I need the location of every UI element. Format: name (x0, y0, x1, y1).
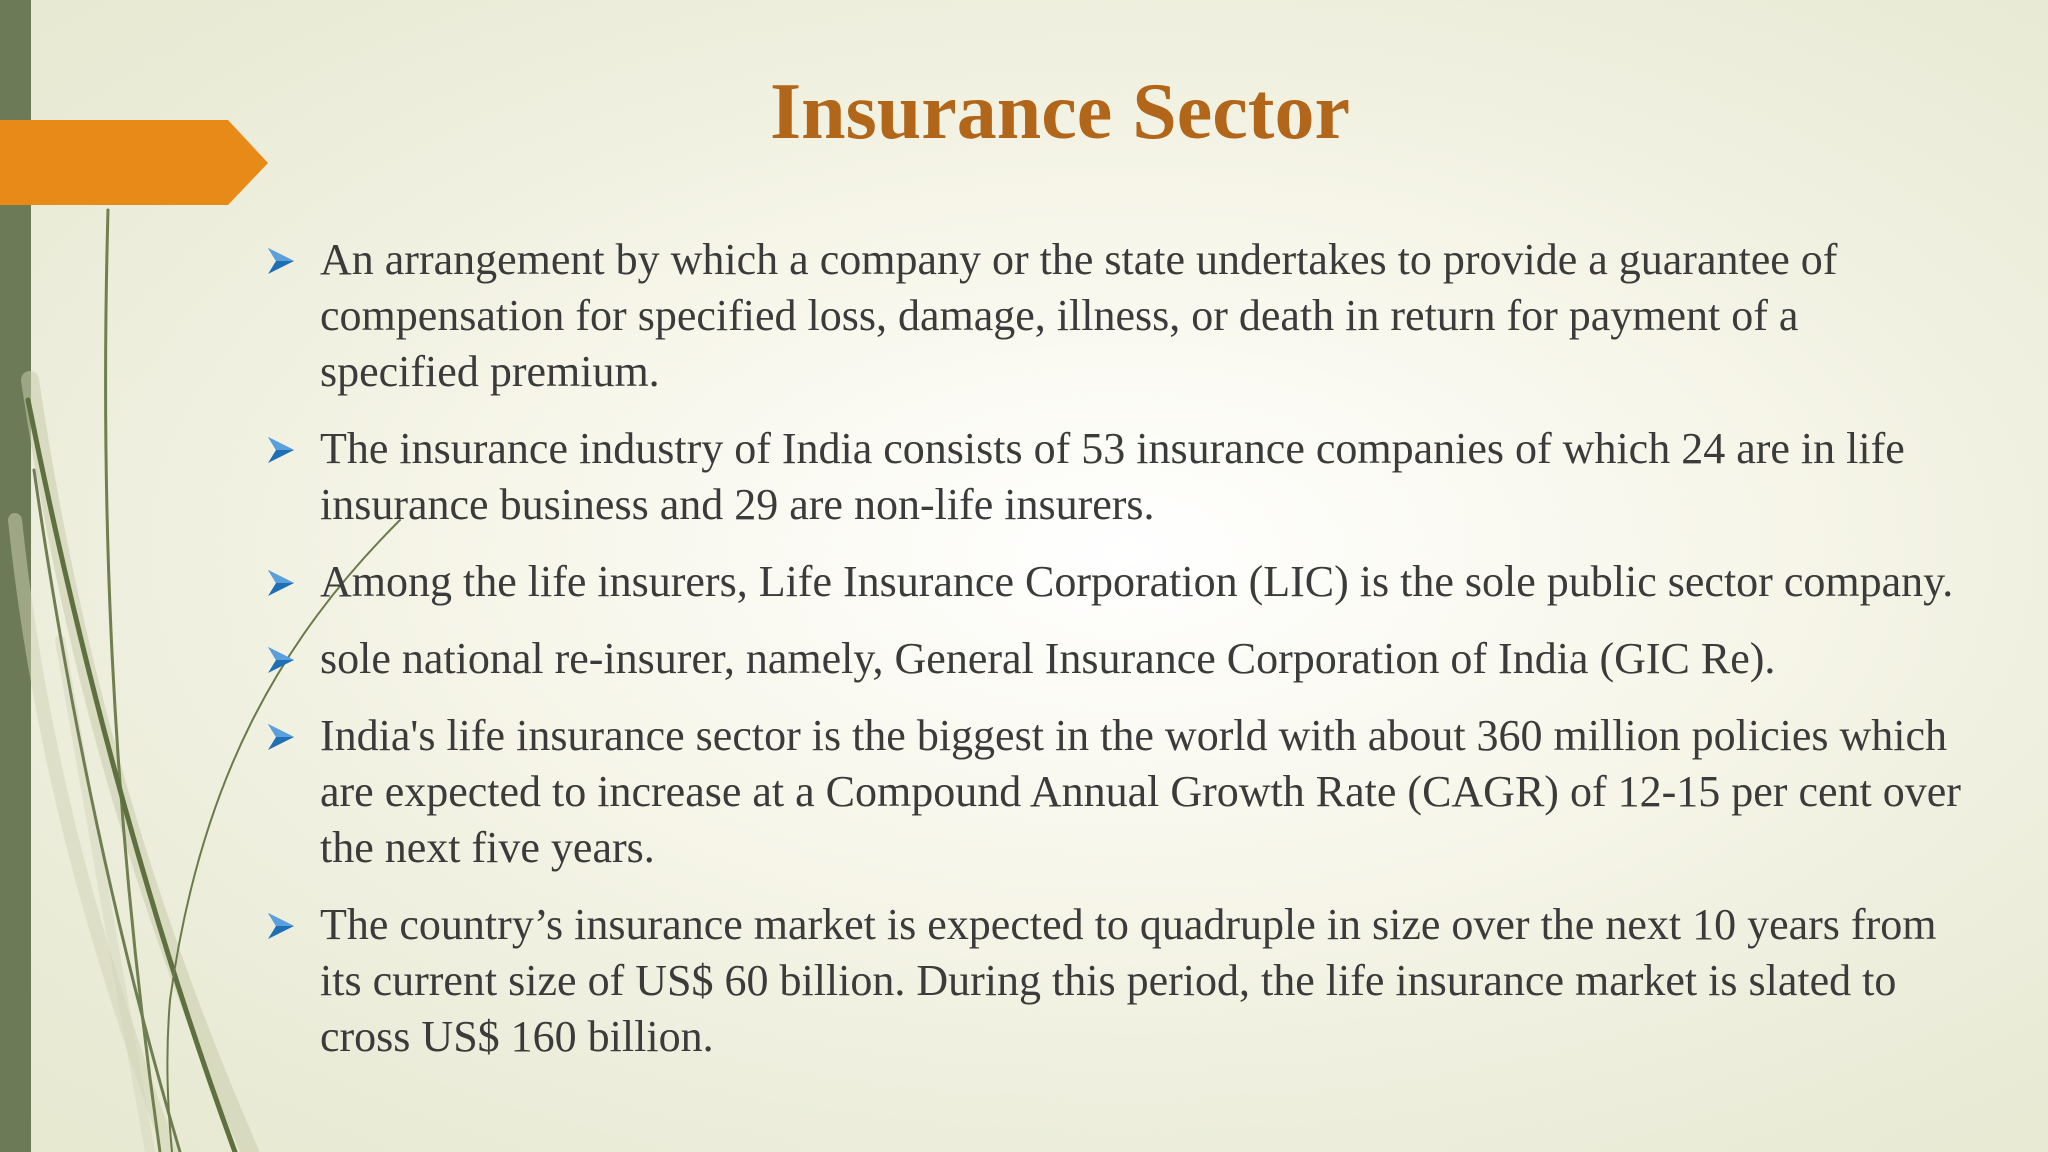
bullet-text: India's life insurance sector is the biggest in the world with about 360 million policies which are expected to increase at a Compound Annual Growth Rate (CAGR) of 12-15 per cent over the next five years. (320, 711, 1961, 872)
bullet-text: sole national re-insurer, namely, General Insurance Corporation of India (GIC Re). (320, 634, 1776, 683)
slide-title: Insurance Sector (770, 68, 1350, 156)
arrow-bullet-icon (266, 568, 296, 598)
list-item (262, 554, 1962, 610)
list-item (262, 232, 1962, 400)
arrow-bullet-icon (266, 246, 296, 276)
bullet-text: An arrangement by which a company or the state undertakes to provide a guarantee of compensation for specified loss, damage, illness, or death in return for payment of a specified premium. (320, 235, 1838, 396)
arrow-bullet-icon (266, 911, 296, 941)
bullet-text: Among the life insurers, Life Insurance Corporation (LIC) is the sole public sector company. (320, 557, 1954, 606)
bullet-text: The country’s insurance market is expected to quadruple in size over the next 10 years from its current size of US$ 60 billion. During this period, the life insurance market is slated to cross US$ 160 billion. (320, 900, 1937, 1061)
list-item (262, 897, 1962, 1065)
list-item (262, 631, 1962, 687)
list-item (262, 708, 1962, 876)
bullet-list (262, 232, 1962, 1086)
arrow-bullet-icon (266, 645, 296, 675)
bullet-text: The insurance industry of India consists of 53 insurance companies of which 24 are in life insurance business and 29 are non-life insurers. (320, 424, 1905, 529)
arrow-bullet-icon (266, 722, 296, 752)
arrow-bullet-icon (266, 435, 296, 465)
list-item (262, 421, 1962, 533)
